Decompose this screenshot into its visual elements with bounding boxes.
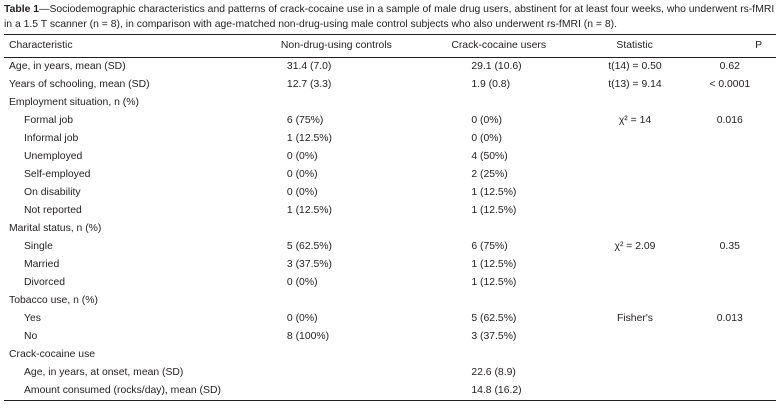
cell-users: 2 (25%) xyxy=(471,169,508,180)
header-characteristic: Characteristic xyxy=(4,35,251,58)
cell-controls: 12.7 (3.3) xyxy=(286,79,332,90)
table-row xyxy=(4,94,776,112)
cell-users: 22.6 (8.9) xyxy=(471,367,516,378)
cell-statistic xyxy=(572,94,697,112)
cell-p: < 0.0001 xyxy=(709,79,751,90)
cell-characteristic: On disability xyxy=(24,187,81,198)
cell-users: 1 (12.5%) xyxy=(471,187,517,198)
cell-p: 0.35 xyxy=(719,241,740,252)
cell-controls: 0 (0%) xyxy=(286,277,318,288)
cell-controls: 0 (0%) xyxy=(286,313,318,324)
cell-characteristic: Unemployed xyxy=(24,151,83,162)
header-statistic: Statistic xyxy=(572,35,697,58)
cell-statistic xyxy=(572,202,697,220)
cell-p xyxy=(698,94,776,112)
cell-users xyxy=(437,292,572,310)
cell-statistic xyxy=(572,364,697,382)
cell-p xyxy=(698,328,776,346)
cell-statistic xyxy=(572,148,697,166)
cell-statistic xyxy=(572,184,697,202)
cell-controls: 3 (37.5%) xyxy=(286,259,332,270)
cell-characteristic: Not reported xyxy=(24,205,82,216)
table-label: Table 1 xyxy=(4,4,40,15)
cell-p xyxy=(698,346,776,364)
cell-users xyxy=(437,220,572,238)
cell-characteristic: Informal job xyxy=(24,133,79,144)
cell-statistic: Fisher's xyxy=(616,313,654,324)
cell-users: 14.8 (16.2) xyxy=(437,382,572,401)
cell-controls: 1 (12.5%) xyxy=(286,133,332,144)
cell-controls xyxy=(251,382,437,401)
cell-characteristic: No xyxy=(24,331,38,342)
cell-controls xyxy=(251,94,437,112)
table-row xyxy=(4,310,776,328)
table-row xyxy=(4,202,776,220)
cell-characteristic: Age, in years, mean (SD) xyxy=(9,61,126,72)
cell-controls: 5 (62.5%) xyxy=(286,241,332,252)
cell-users: 1 (12.5%) xyxy=(471,205,517,216)
table-row xyxy=(4,58,776,77)
cell-p: 0.016 xyxy=(716,115,743,126)
cell-p xyxy=(698,274,776,292)
cell-statistic xyxy=(572,328,697,346)
cell-users: 1 (12.5%) xyxy=(471,259,517,270)
cell-users: 4 (50%) xyxy=(471,151,508,162)
cell-controls: 0 (0%) xyxy=(286,151,318,162)
cell-statistic xyxy=(572,256,697,274)
cell-statistic: χ² = 14 xyxy=(618,115,652,126)
cell-statistic: χ² = 2.09 xyxy=(614,241,656,252)
data-table xyxy=(4,34,776,401)
cell-statistic xyxy=(572,166,697,184)
cell-p xyxy=(698,220,776,238)
cell-p: 0.62 xyxy=(719,61,740,72)
cell-characteristic: Formal job xyxy=(24,115,74,126)
cell-controls xyxy=(251,364,437,382)
table-caption-text: —Sociodemographic characteristics and patterns of crack-cocaine use in a sample of male drug users, abstinent for at least four weeks, who underwent rs-fMRI in a 1.5 T scanner (n = 8), in comparison with age-matched non-drug-using male control subjects who also underwent rs-fMRI (n = 8). xyxy=(4,4,775,30)
cell-controls: 0 (0%) xyxy=(286,169,318,180)
cell-characteristic: Tobacco use, n (%) xyxy=(9,295,98,306)
table-row xyxy=(4,274,776,292)
cell-statistic xyxy=(572,274,697,292)
cell-p xyxy=(698,184,776,202)
cell-p xyxy=(698,130,776,148)
cell-characteristic: Years of schooling, mean (SD) xyxy=(9,79,150,90)
cell-statistic xyxy=(572,130,697,148)
table-row xyxy=(4,220,776,238)
cell-characteristic: Employment situation, n (%) xyxy=(9,97,139,108)
cell-p xyxy=(698,166,776,184)
table-row xyxy=(4,364,776,382)
table-caption xyxy=(4,2,776,32)
cell-statistic: t(14) = 0.50 xyxy=(608,61,662,72)
cell-controls: 8 (100%) xyxy=(286,331,330,342)
cell-users: 0 (0%) xyxy=(471,115,502,126)
cell-users: 5 (62.5%) xyxy=(471,313,517,324)
cell-controls: 6 (75%) xyxy=(286,115,324,126)
cell-characteristic: Single xyxy=(24,241,53,252)
cell-users: 0 (0%) xyxy=(471,133,502,144)
cell-users: 3 (37.5%) xyxy=(471,331,517,342)
table-row xyxy=(4,256,776,274)
cell-users: 1.9 (0.8) xyxy=(471,79,511,90)
table-row xyxy=(4,184,776,202)
table-row xyxy=(4,346,776,364)
cell-p xyxy=(698,148,776,166)
cell-controls xyxy=(251,292,437,310)
table-header-row xyxy=(4,35,776,58)
table-row xyxy=(4,130,776,148)
cell-statistic xyxy=(572,292,697,310)
table-row xyxy=(4,328,776,346)
header-controls: Non-drug-using controls xyxy=(251,35,437,58)
cell-characteristic: Yes xyxy=(24,313,41,324)
cell-characteristic: Self-employed xyxy=(24,169,91,180)
cell-p xyxy=(698,256,776,274)
cell-p xyxy=(698,292,776,310)
table-row xyxy=(4,76,776,94)
cell-controls xyxy=(251,220,437,238)
table-body xyxy=(4,58,776,401)
table-row xyxy=(4,148,776,166)
cell-statistic xyxy=(572,346,697,364)
cell-users xyxy=(437,94,572,112)
header-users: Crack-cocaine users xyxy=(437,35,572,58)
cell-characteristic: Divorced xyxy=(24,277,65,288)
table-row xyxy=(4,382,776,401)
cell-users xyxy=(437,346,572,364)
cell-characteristic: Amount consumed (rocks/day), mean (SD) xyxy=(4,382,251,401)
cell-p xyxy=(698,364,776,382)
table-row xyxy=(4,292,776,310)
cell-controls xyxy=(251,346,437,364)
cell-users: 29.1 (10.6) xyxy=(471,61,522,72)
table-row xyxy=(4,238,776,256)
header-p: P xyxy=(698,35,776,58)
cell-controls: 31.4 (7.0) xyxy=(286,61,332,72)
cell-statistic xyxy=(572,220,697,238)
cell-p xyxy=(698,382,776,401)
cell-controls: 0 (0%) xyxy=(286,187,318,198)
cell-characteristic: Crack-cocaine use xyxy=(9,349,96,360)
cell-controls: 1 (12.5%) xyxy=(286,205,332,216)
cell-p xyxy=(698,202,776,220)
table-row xyxy=(4,166,776,184)
cell-statistic: t(13) = 9.14 xyxy=(608,79,662,90)
cell-characteristic: Age, in years, at onset, mean (SD) xyxy=(24,367,184,378)
cell-users: 6 (75%) xyxy=(471,241,508,252)
cell-characteristic: Marital status, n (%) xyxy=(9,223,102,234)
cell-statistic xyxy=(572,382,697,401)
table-row xyxy=(4,112,776,130)
cell-characteristic: Married xyxy=(24,259,60,270)
cell-users: 1 (12.5%) xyxy=(471,277,517,288)
cell-p: 0.013 xyxy=(716,313,743,324)
